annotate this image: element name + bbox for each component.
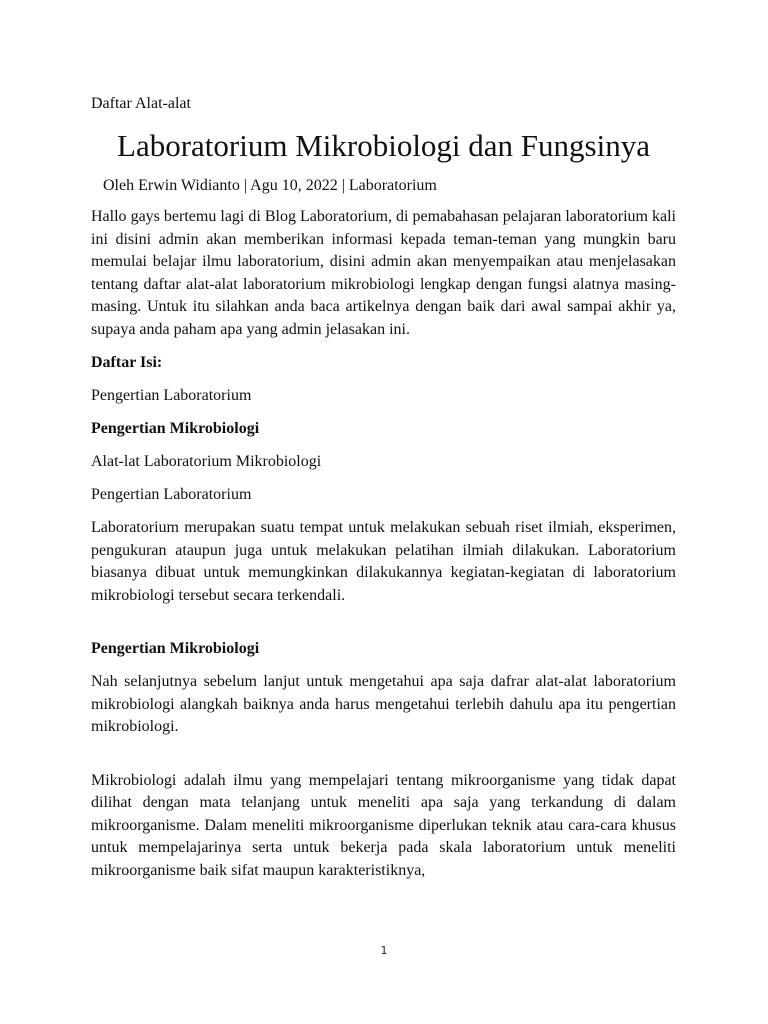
document-kicker: Daftar Alat-alat <box>91 95 191 112</box>
toc-heading: Daftar Isi: <box>91 354 163 371</box>
section-heading: Pengertian Mikrobiologi <box>91 640 260 657</box>
section-heading: Pengertian Laboratorium <box>91 486 252 503</box>
toc-item: Pengertian Mikrobiologi <box>91 420 260 437</box>
page-number: 1 <box>380 944 388 957</box>
section-paragraph: Mikrobiologi adalah ilmu yang mempelajari tentang mikroorganisme yang tidak dapat dilihat dengan mata telanjang untuk meneliti apa saja yang terkandung di dalam mikroorganisme. Dalam meneliti mikroorganisme diperlukan teknik atau cara-cara khusus untuk mempelajarinya serta untuk bekerja pada skala laboratorium untuk meneliti mikroorganisme baik sifat maupun karakteristiknya, <box>91 771 676 879</box>
toc-item: Alat-lat Laboratorium Mikrobiologi <box>91 453 322 470</box>
document-title: Laboratorium Mikrobiologi dan Fungsinya <box>117 128 650 163</box>
section-paragraph: Laboratorium merupakan suatu tempat untuk melakukan sebuah riset ilmiah, eksperimen, pengukuran ataupun juga untuk melakukan pelatihan ilmiah dilakukan. Laboratorium biasanya dibuat untuk memungkinkan dilakukannya kegiatan-kegiatan di laboratorium mikrobiologi tersebut secara terkendali. <box>91 519 676 604</box>
document-byline: Oleh Erwin Widianto | Agu 10, 2022 | Laboratorium <box>103 177 437 194</box>
spacer <box>91 750 676 770</box>
intro-paragraph: Hallo gays bertemu lagi di Blog Laboratorium, di pemabahasan pelajaran laboratorium kali ini disini admin akan memberikan informasi kepada teman-teman yang mungkin baru memulai belajar ilmu laboratorium, disini admin akan menyempaikan atau menjelasakan tentang daftar alat-alat laboratorium mikrobiologi lengkap dengan fungsi alatnya masing-masing. Untuk itu silahkan anda baca artikelnya dengan baik dari awal sampai akhir ya, supaya anda paham apa yang admin jelasakan ini. <box>91 208 676 338</box>
spacer <box>91 618 676 638</box>
section-paragraph: Nah selanjutnya sebelum lanjut untuk mengetahui apa saja dafrar alat-alat laboratorium mikrobiologi alangkah baiknya anda harus mengetahui terlebih dahulu apa itu pengertian mikrobiologi. <box>91 673 676 735</box>
document-page <box>91 93 676 893</box>
toc-item: Pengertian Laboratorium <box>91 387 252 404</box>
